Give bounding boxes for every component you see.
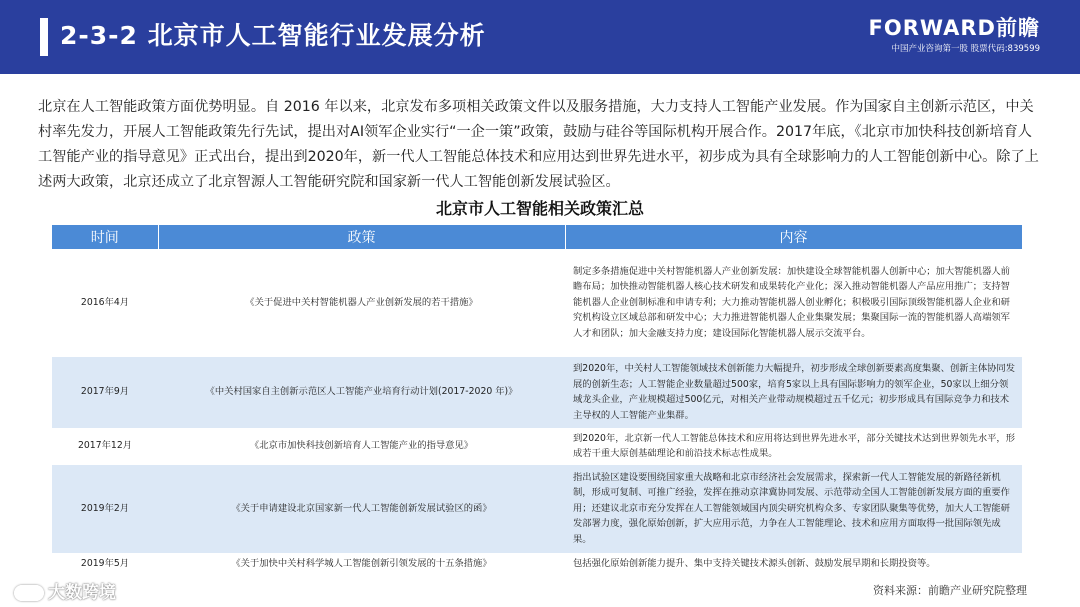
brand-logo <box>869 16 1040 54</box>
table-header-row <box>52 225 1022 249</box>
intro-paragraph: 北京在人工智能政策方面优势明显。自 2016 年以来，北京发布多项相关政策文件以及服务措施，大力支持人工智能产业发展。作为国家自主创新示范区，中关村率先发力，开展人工智能政策先行先试，提出对AI领军企业实行“一企一策”政策，鼓励与硅谷等国际机构开展合作。2017年底，《北京市加快科技创新培育人工智能产业的指导意见》正式出台，提出到2020年，新一代人工智能总体技术和应用达到世界先进水平，初步成为具有全球影响力的人工智能创新中心。除了上述两大政策，北京还成立了北京智源人工智能研究院和国家新一代人工智能创新发展试验区。 <box>38 99 1039 190</box>
row-time: 2019年2月 <box>52 464 158 553</box>
row-policy: 《关于申请建设北京国家新一代人工智能创新发展试验区的函》 <box>158 464 565 553</box>
column-header-policy: 政策 <box>158 225 565 249</box>
column-header-time: 时间 <box>52 225 158 249</box>
watermark-icon <box>14 585 44 601</box>
table-row <box>52 464 1022 553</box>
slide-header <box>0 0 1080 74</box>
row-content: 到2020年，中关村人工智能领域技术创新能力大幅提升，初步形成全球创新要素高度集聚、创新主体协同发展的创新生态；人工智能企业数量超过500家，培育5家以上具有国际影响力的领军企业，50家以上细分领域龙头企业，产业规模超过500亿元，对相关产业带动规模超过五千亿元；初步形成具有国际竞争力和技术主导权的人工智能产业集群。 <box>565 356 1022 428</box>
watermark-text: 大数跨境 <box>48 583 116 603</box>
row-time: 2016年4月 <box>52 249 158 356</box>
table-row <box>52 553 1022 574</box>
source-note: 资料来源：前瞻产业研究院整理 <box>873 584 1027 597</box>
slide-title: 2-3-2 北京市人工智能行业发展分析 <box>60 21 486 50</box>
brand-name: FORWARD前瞻 <box>868 16 1040 40</box>
row-content: 到2020年，北京新一代人工智能总体技术和应用将达到世界先进水平，部分关键技术达到世界领先水平，形成若干重大原创基础理论和前沿技术标志性成果。 <box>565 428 1022 464</box>
table-row <box>52 356 1022 428</box>
row-content: 包括强化原始创新能力提升、集中支持关键技术源头创新、鼓励发展早期和长期投资等。 <box>565 553 1022 574</box>
table-row <box>52 428 1022 464</box>
row-content: 制定多条措施促进中关村智能机器人产业创新发展：加快建设全球智能机器人创新中心；加大智能机器人前瞻布局；加快推动智能机器人核心技术研发和成果转化产业化；深入推动智能机器人产品应用推广；支持智能机器人企业创制标准和申请专利；大力推动智能机器人创业孵化；积极吸引国际顶级智能机器人企业和研究机构设立区域总部和研发中心；大力推进智能机器人企业集聚发展；集聚国际一流的智能机器人高端领军人才和团队；加大金融支持力度；建设国际化智能机器人展示交流平台。 <box>565 249 1022 356</box>
policy-table <box>52 225 1023 574</box>
table-row <box>52 249 1022 356</box>
row-policy: 《关于加快中关村科学城人工智能创新引领发展的十五条措施》 <box>158 553 565 574</box>
row-policy: 《中关村国家自主创新示范区人工智能产业培育行动计划(2017-2020 年)》 <box>158 356 565 428</box>
table-title: 北京市人工智能相关政策汇总 <box>435 199 644 218</box>
title-accent-bar <box>40 18 48 56</box>
row-policy: 《北京市加快科技创新培育人工智能产业的指导意见》 <box>158 428 565 464</box>
row-policy: 《关于促进中关村智能机器人产业创新发展的若干措施》 <box>158 249 565 356</box>
row-time: 2017年12月 <box>52 428 158 464</box>
row-time: 2017年9月 <box>52 356 158 428</box>
row-time: 2019年5月 <box>52 553 158 574</box>
brand-tagline: 中国产业咨询第一股 股票代码:839599 <box>891 44 1040 54</box>
column-header-content: 内容 <box>565 225 1022 249</box>
row-content: 指出试验区建设要围绕国家重大战略和北京市经济社会发展需求，探索新一代人工智能发展的新路径新机制，形成可复制、可推广经验，发挥在推动京津冀协同发展、示范带动全国人工智能创新发展方面的重要作用；还建议北京市充分发挥在人工智能领域国内顶尖研究机构众多、专家团队聚集等优势，加大人工智能研发部署力度，强化原始创新，扩大应用示范，力争在人工智能理论、技术和应用方面取得一批国际领先成果。 <box>565 464 1022 553</box>
watermark <box>14 578 116 603</box>
